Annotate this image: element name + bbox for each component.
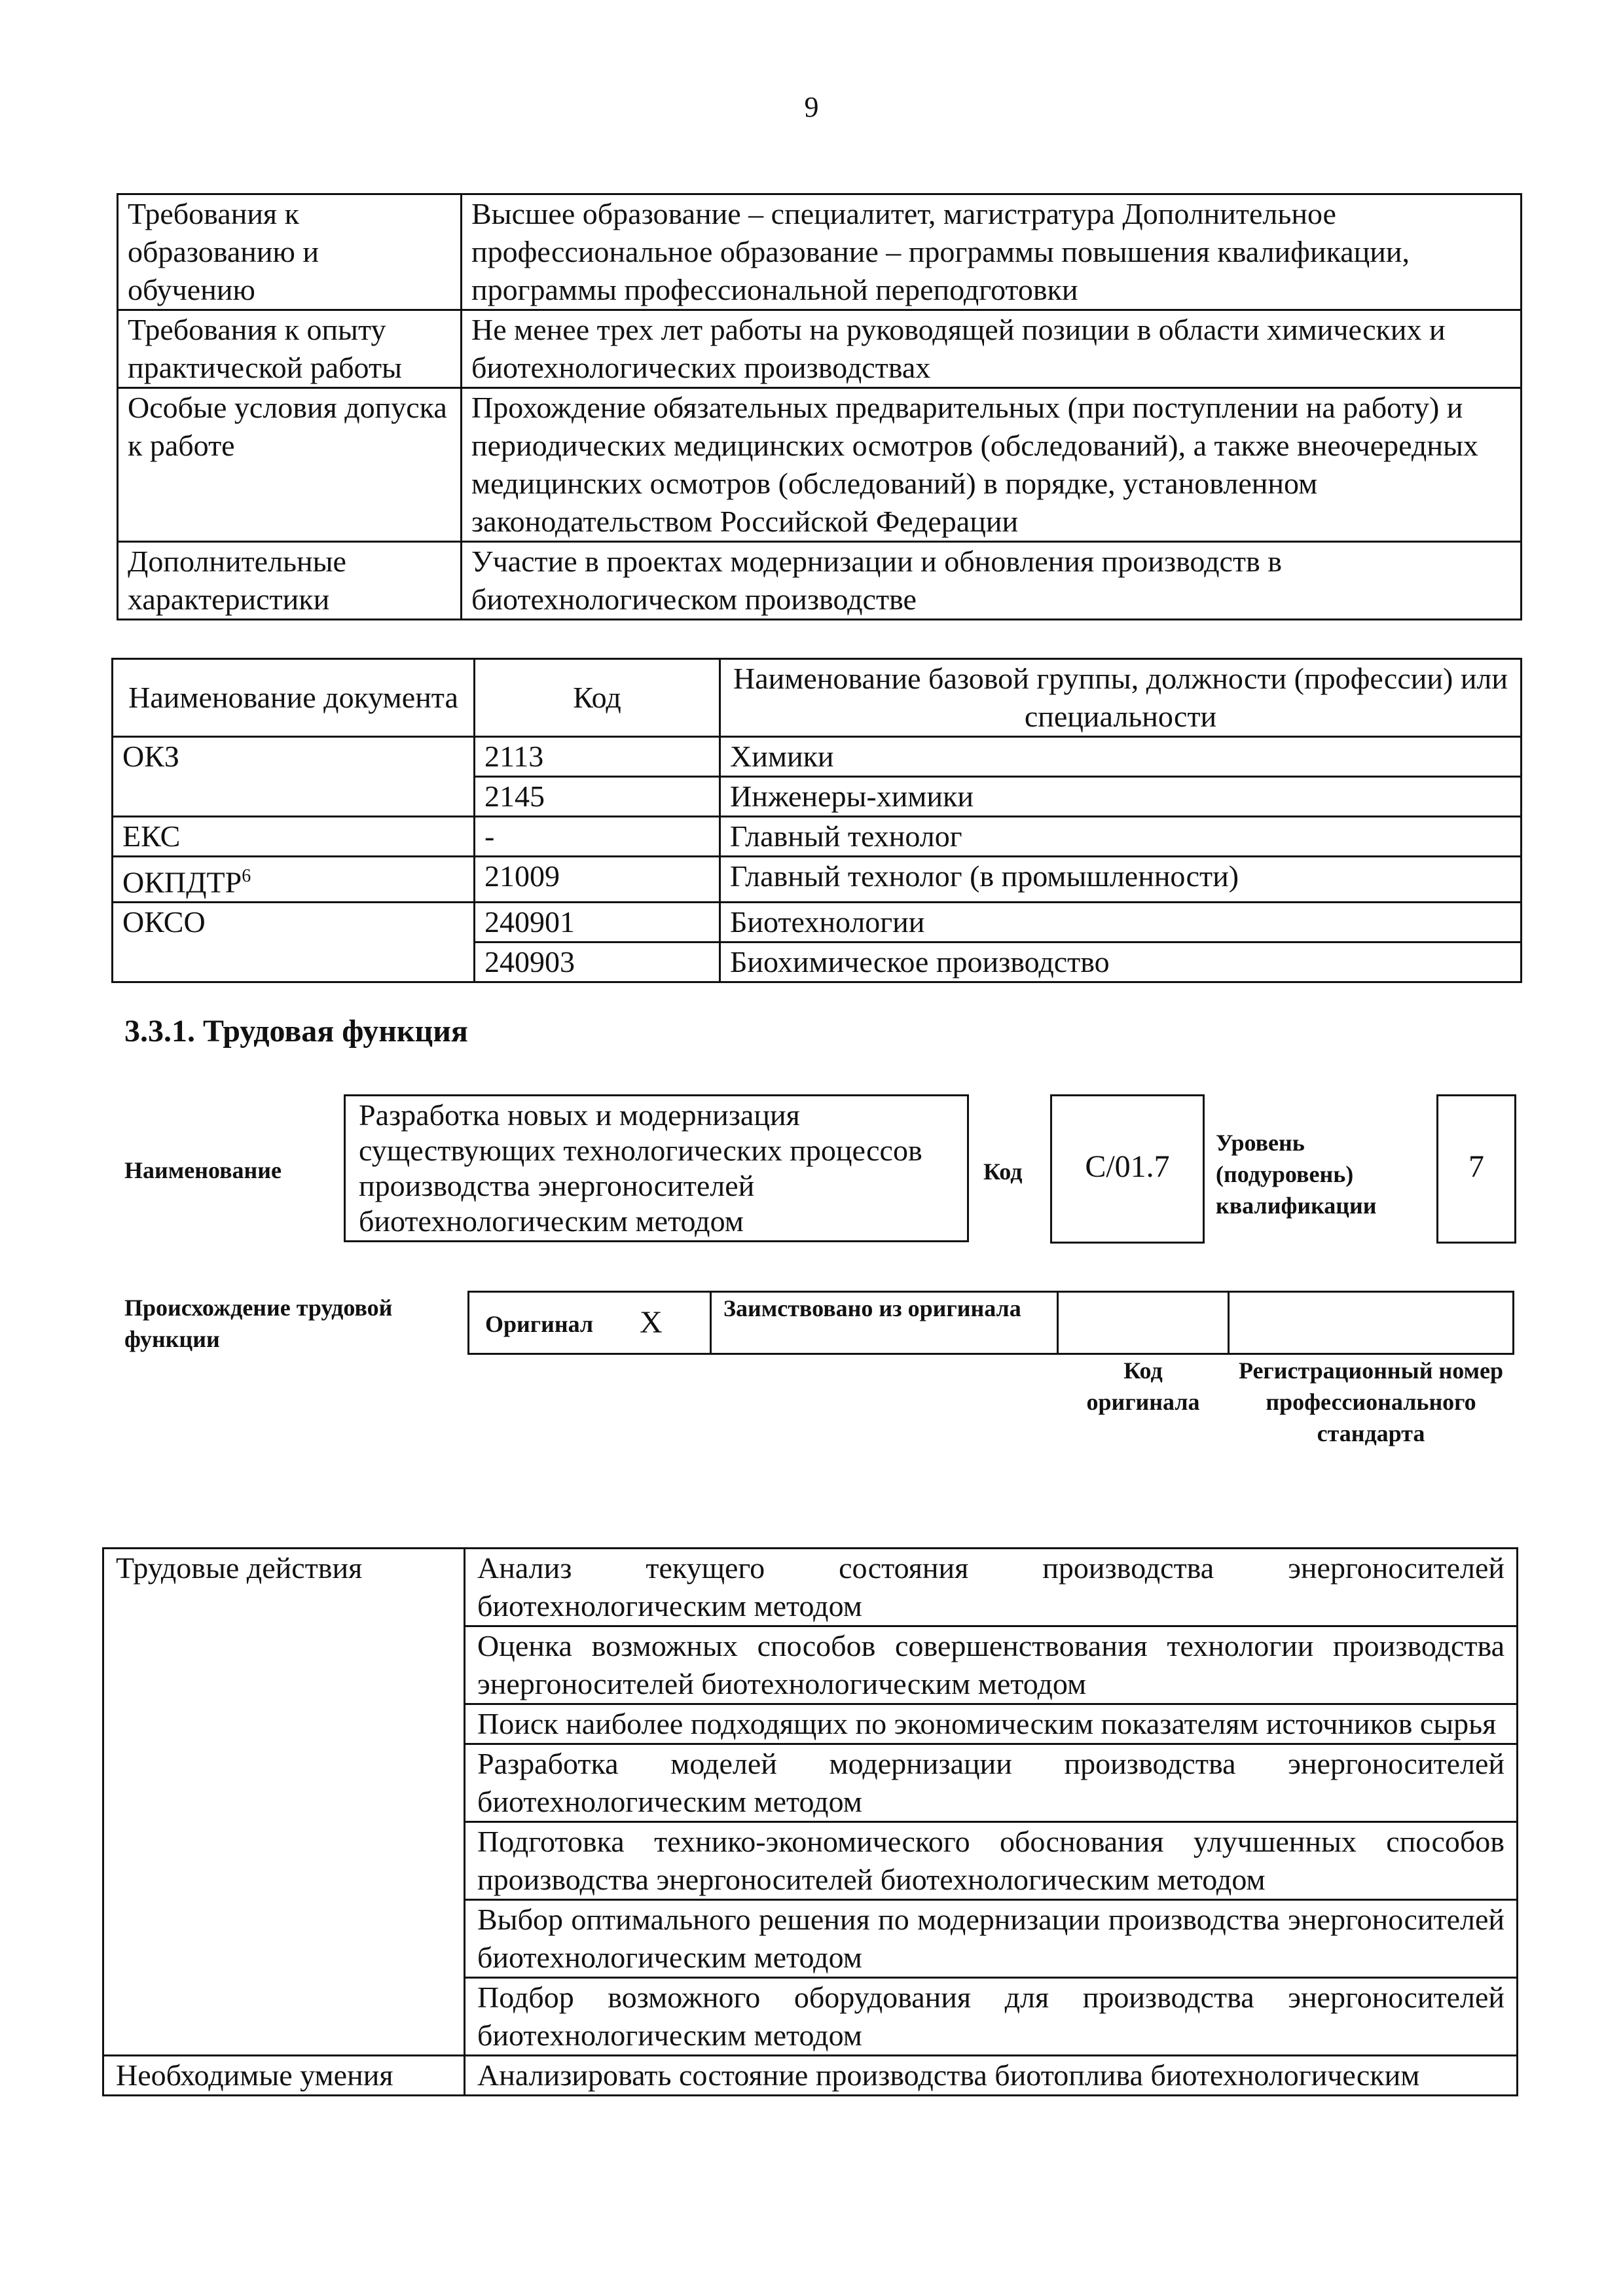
- doc-cell: [113, 942, 475, 982]
- doc-cell: ЕКС: [113, 817, 475, 857]
- section-title: 3.3.1. Трудовая функция: [124, 1014, 468, 1049]
- actions-label: Трудовые действия: [103, 1549, 465, 1626]
- function-level-value: 7: [1436, 1094, 1516, 1244]
- row-value: Не менее трех лет работы на руководящей позиции в области химических и биотехнологических производствах: [462, 310, 1522, 388]
- table-row: [103, 2056, 1518, 2096]
- row-value: Высшее образование – специалитет, магистратура Дополнительное профессиональное образование – программы повышения квалификации, программы профессиональной переподготовки: [462, 194, 1522, 310]
- origin-code-cell: [1057, 1291, 1230, 1355]
- table-row: [113, 903, 1522, 942]
- table-row: [103, 1704, 1518, 1744]
- classifier-table: [111, 658, 1522, 983]
- row-value: Участие в проектах модернизации и обновления производств в биотехнологическом производстве: [462, 542, 1522, 620]
- table-row: [113, 942, 1522, 982]
- origin-label: Происхождение трудовой функции: [124, 1295, 393, 1352]
- borrowed-label: Заимствовано из оригинала: [723, 1295, 1021, 1321]
- skills-label: Необходимые умения: [103, 2056, 465, 2096]
- code-cell: 21009: [475, 857, 720, 903]
- code-cell: 2113: [475, 737, 720, 777]
- header-code: Код: [475, 659, 720, 737]
- header-name: Наименование базовой группы, должности (профессии) или специальности: [720, 659, 1522, 737]
- action-item: Выбор оптимального решения по модернизации производства энергоносителей биотехнологическим методом: [465, 1900, 1518, 1978]
- table-row: [118, 542, 1522, 620]
- table-row: [103, 1626, 1518, 1704]
- code-cell: 240901: [475, 903, 720, 942]
- table-row: [103, 1900, 1518, 1978]
- doc-name: ОКПДТР: [122, 865, 242, 899]
- table-row: [113, 737, 1522, 777]
- function-name-value: Разработка новых и модернизация существующих технологических процессов производства энергоносителей биотехнологическим методом: [344, 1094, 969, 1242]
- code-cell: 240903: [475, 942, 720, 982]
- name-cell: Главный технолог (в промышленности): [720, 857, 1522, 903]
- name-cell: Главный технолог: [720, 817, 1522, 857]
- doc-cell: ОКСО: [113, 903, 475, 942]
- origin-reg-cell: [1228, 1291, 1514, 1355]
- qualification-requirements-table: [117, 193, 1522, 620]
- action-item: Подбор возможного оборудования для производства энергоносителей биотехнологическим методом: [465, 1978, 1518, 2056]
- footnote-mark: 6: [242, 866, 251, 886]
- action-item: Подготовка технико-экономического обоснования улучшенных способов производства энергоносителей биотехнологическим методом: [465, 1822, 1518, 1900]
- row-label: Требования к опыту практической работы: [118, 310, 462, 388]
- row-label: Требования к образованию и обучению: [118, 194, 462, 310]
- row-label: Дополнительные характеристики: [118, 542, 462, 620]
- doc-cell: [113, 857, 475, 903]
- skill-item: Анализировать состояние производства биотоплива биотехнологическим: [465, 2056, 1518, 2096]
- doc-cell: ОКЗ: [113, 737, 475, 777]
- header-document: Наименование документа: [113, 659, 475, 737]
- table-row: [118, 388, 1522, 542]
- original-label: Оригинал: [485, 1311, 594, 1337]
- page-number: 9: [804, 91, 819, 123]
- original-mark: X: [640, 1305, 663, 1340]
- labour-actions-table: [102, 1547, 1518, 2096]
- action-item: Разработка моделей модернизации производства энергоносителей биотехнологическим методом: [465, 1744, 1518, 1822]
- function-code-label: Код: [983, 1158, 1023, 1185]
- action-item: Анализ текущего состояния производства энергоносителей биотехнологическим методом: [465, 1549, 1518, 1626]
- table-row: [113, 817, 1522, 857]
- table-row: [103, 1978, 1518, 2056]
- table-row: [118, 310, 1522, 388]
- origin-original-cell: [467, 1291, 712, 1355]
- function-code-value: C/01.7: [1050, 1094, 1205, 1244]
- name-cell: Биохимическое производство: [720, 942, 1522, 982]
- action-item: Поиск наиболее подходящих по экономическим показателям источников сырья: [465, 1704, 1518, 1744]
- name-cell: Химики: [720, 737, 1522, 777]
- function-name-label: Наименование: [124, 1157, 282, 1183]
- doc-cell: [113, 777, 475, 817]
- name-cell: Биотехнологии: [720, 903, 1522, 942]
- row-value: Прохождение обязательных предварительных (при поступлении на работу) и периодических медицинских осмотров (обследований), а также внеочередных медицинских осмотров (обследований) в порядке, установленном законодательством Российской Федерации: [462, 388, 1522, 542]
- origin-borrowed-cell: [710, 1291, 1059, 1355]
- code-caption: Код оригинала: [1086, 1357, 1200, 1415]
- table-row: [118, 194, 1522, 310]
- table-row: [113, 777, 1522, 817]
- table-row: [103, 1744, 1518, 1822]
- code-cell: 2145: [475, 777, 720, 817]
- action-item: Оценка возможных способов совершенствования технологии производства энергоносителей биотехнологическим методом: [465, 1626, 1518, 1704]
- table-header-row: [113, 659, 1522, 737]
- table-row: [103, 1549, 1518, 1626]
- code-cell: -: [475, 817, 720, 857]
- name-cell: Инженеры-химики: [720, 777, 1522, 817]
- table-row: [103, 1822, 1518, 1900]
- row-label: Особые условия допуска к работе: [118, 388, 462, 542]
- table-row: [113, 857, 1522, 903]
- reg-caption: Регистрационный номер профессионального стандарта: [1238, 1357, 1504, 1446]
- function-level-label: Уровень (подуровень) квалификации: [1216, 1130, 1377, 1219]
